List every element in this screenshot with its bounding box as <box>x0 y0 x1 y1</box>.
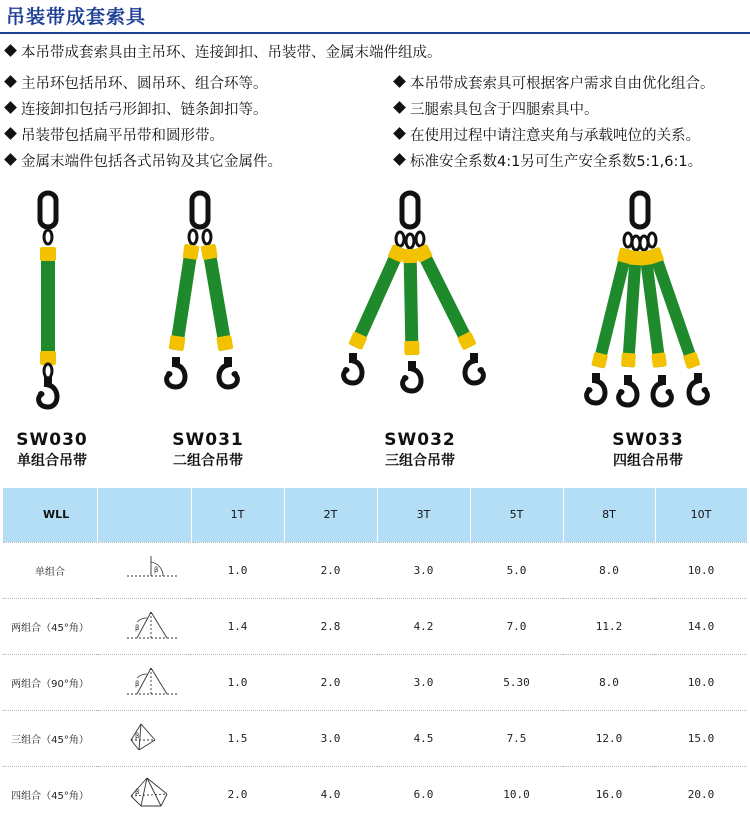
hook-icon <box>465 353 484 383</box>
bullet-text: 标准安全系数4:1另可生产安全系数5:1,6:1。 <box>410 154 703 170</box>
shackle-icon <box>396 232 404 246</box>
wll-value-cell: 10.0 <box>470 766 563 822</box>
wll-value-cell: 4.2 <box>377 598 470 654</box>
diamond-bullet-icon <box>4 101 17 114</box>
diamond-bullet-icon <box>393 127 406 140</box>
wll-value-cell: 2.8 <box>284 598 377 654</box>
diamond-bullet-icon <box>393 101 406 114</box>
wll-value-cell: 16.0 <box>563 766 655 822</box>
shackle-icon <box>44 230 52 244</box>
wll-value-cell: 1.0 <box>191 542 284 598</box>
hook-icon <box>689 373 708 403</box>
table-row <box>3 654 747 710</box>
diamond-bullet-icon <box>4 153 17 166</box>
wll-value-cell: 5.30 <box>470 654 563 710</box>
beta-symbol: β <box>154 566 159 574</box>
wll-value-cell: 6.0 <box>377 766 470 822</box>
header-10t: 10T <box>655 488 747 542</box>
master-ring-icon <box>402 193 418 227</box>
intro-text: 本吊带成套索具由主吊环、连接卸扣、吊装带、金属末端件组成。 <box>21 45 442 61</box>
bullet-text: 吊装带包括扁平吊带和圆形带。 <box>21 128 224 144</box>
wll-value-cell: 3.0 <box>284 710 377 766</box>
sling-illustrations <box>0 185 750 425</box>
header-3t: 3T <box>377 488 470 542</box>
product-caption-sw030 <box>0 430 112 470</box>
bullet-text: 金属末端件包括各式吊钩及其它金属件。 <box>21 154 282 170</box>
product-name: 二组合吊带 <box>173 453 243 469</box>
sling-leg <box>403 249 420 355</box>
shackle-icon <box>406 234 414 248</box>
product-caption-sw031 <box>148 430 268 470</box>
hook-icon <box>166 357 185 387</box>
diamond-bullet-icon <box>4 44 17 57</box>
product-code: SW033 <box>612 430 684 450</box>
two-leg-45-diagram <box>97 598 191 654</box>
page-title: 吊装带成套索具 <box>6 6 147 28</box>
wll-value-cell: 8.0 <box>563 654 655 710</box>
wll-value-cell: 1.5 <box>191 710 284 766</box>
master-ring-icon <box>632 193 648 227</box>
diamond-bullet-icon <box>4 75 17 88</box>
wll-value-cell: 4.0 <box>284 766 377 822</box>
wll-value-cell: 8.0 <box>563 542 655 598</box>
left-bullet <box>4 150 282 171</box>
title-rule <box>0 32 750 34</box>
product-caption-sw033 <box>588 430 708 470</box>
table-row <box>3 766 747 822</box>
three-leg-diagram <box>97 710 191 766</box>
bullet-text: 本吊带成套索具可根据客户需求自由优化组合。 <box>410 76 715 92</box>
wll-value-cell: 3.0 <box>377 542 470 598</box>
beta-symbol: β <box>135 788 140 797</box>
wll-value-cell: 4.5 <box>377 710 470 766</box>
header-wll: WLL <box>3 488 97 542</box>
row-label: 两组合（45°角） <box>3 598 97 654</box>
header-1t: 1T <box>191 488 284 542</box>
diamond-bullet-icon <box>4 127 17 140</box>
hook-icon <box>402 361 421 391</box>
table-row <box>3 598 747 654</box>
right-bullet <box>393 124 700 145</box>
wll-value-cell: 3.0 <box>377 654 470 710</box>
wll-value-cell: 2.0 <box>191 766 284 822</box>
diamond-bullet-icon <box>393 75 406 88</box>
hook-icon <box>38 377 57 407</box>
bullet-text: 主吊环包括吊环、圆吊环、组合环等。 <box>21 76 268 92</box>
wll-value-cell: 2.0 <box>284 542 377 598</box>
header-8t: 8T <box>563 488 655 542</box>
left-bullet <box>4 124 224 145</box>
sling-leg <box>169 244 200 351</box>
row-label: 四组合（45°角） <box>3 766 97 822</box>
product-name: 三组合吊带 <box>385 453 455 469</box>
product-name: 单组合吊带 <box>17 453 87 469</box>
hook-icon <box>586 373 605 403</box>
product-code: SW030 <box>16 430 88 450</box>
right-bullet <box>393 72 715 93</box>
single-leg-diagram <box>97 542 191 598</box>
wll-value-cell: 20.0 <box>655 766 747 822</box>
sling-leg <box>40 247 56 365</box>
table-header-row <box>3 488 747 542</box>
diamond-bullet-icon <box>393 153 406 166</box>
shackle-icon <box>44 364 52 378</box>
sling-leg <box>413 244 476 351</box>
product-code: SW031 <box>172 430 244 450</box>
product-caption-sw032 <box>360 430 480 470</box>
row-label: 单组合 <box>3 542 97 598</box>
wll-table <box>3 488 748 822</box>
sling-leg <box>201 244 234 352</box>
wll-value-cell: 2.0 <box>284 654 377 710</box>
left-bullet <box>4 98 268 119</box>
wll-value-cell: 14.0 <box>655 598 747 654</box>
wll-value-cell: 15.0 <box>655 710 747 766</box>
wll-value-cell: 1.4 <box>191 598 284 654</box>
hook-icon <box>219 357 238 387</box>
product-code: SW032 <box>384 430 456 450</box>
wll-value-cell: 12.0 <box>563 710 655 766</box>
wll-value-cell: 1.0 <box>191 654 284 710</box>
header-5t: 5T <box>470 488 563 542</box>
shackle-icon <box>416 232 424 246</box>
product-name: 四组合吊带 <box>613 453 683 469</box>
row-label: 两组合（90°角） <box>3 654 97 710</box>
header-diagram <box>97 488 191 542</box>
table-row <box>3 710 747 766</box>
shackle-icon <box>648 233 656 247</box>
left-bullet <box>4 72 268 93</box>
header-2t: 2T <box>284 488 377 542</box>
bullet-text: 在使用过程中请注意夹角与承载吨位的关系。 <box>410 128 700 144</box>
wll-value-cell: 10.0 <box>655 654 747 710</box>
intro-bullet <box>4 41 442 62</box>
wll-value-cell: 5.0 <box>470 542 563 598</box>
shackle-icon <box>203 230 211 244</box>
master-ring-icon <box>40 193 56 227</box>
row-label: 三组合（45°角） <box>3 710 97 766</box>
beta-symbol: β <box>135 624 140 632</box>
beta-symbol: β <box>135 680 140 688</box>
hook-icon <box>343 353 362 383</box>
hook-icon <box>653 375 672 405</box>
right-bullet <box>393 98 599 119</box>
two-leg-90-diagram <box>97 654 191 710</box>
four-leg-diagram <box>97 766 191 822</box>
wll-value-cell: 7.0 <box>470 598 563 654</box>
bullet-text: 三腿索具包含于四腿索具中。 <box>410 102 599 118</box>
sling-leg <box>348 244 407 350</box>
master-ring-icon <box>192 193 208 227</box>
bullet-text: 连接卸扣包括弓形卸扣、链条卸扣等。 <box>21 102 268 118</box>
wll-value-cell: 10.0 <box>655 542 747 598</box>
table-row <box>3 542 747 598</box>
beta-symbol: β <box>135 732 140 740</box>
shackle-icon <box>189 230 197 244</box>
wll-value-cell: 11.2 <box>563 598 655 654</box>
wll-value-cell: 7.5 <box>470 710 563 766</box>
hook-icon <box>618 375 637 405</box>
right-bullet <box>393 150 702 171</box>
